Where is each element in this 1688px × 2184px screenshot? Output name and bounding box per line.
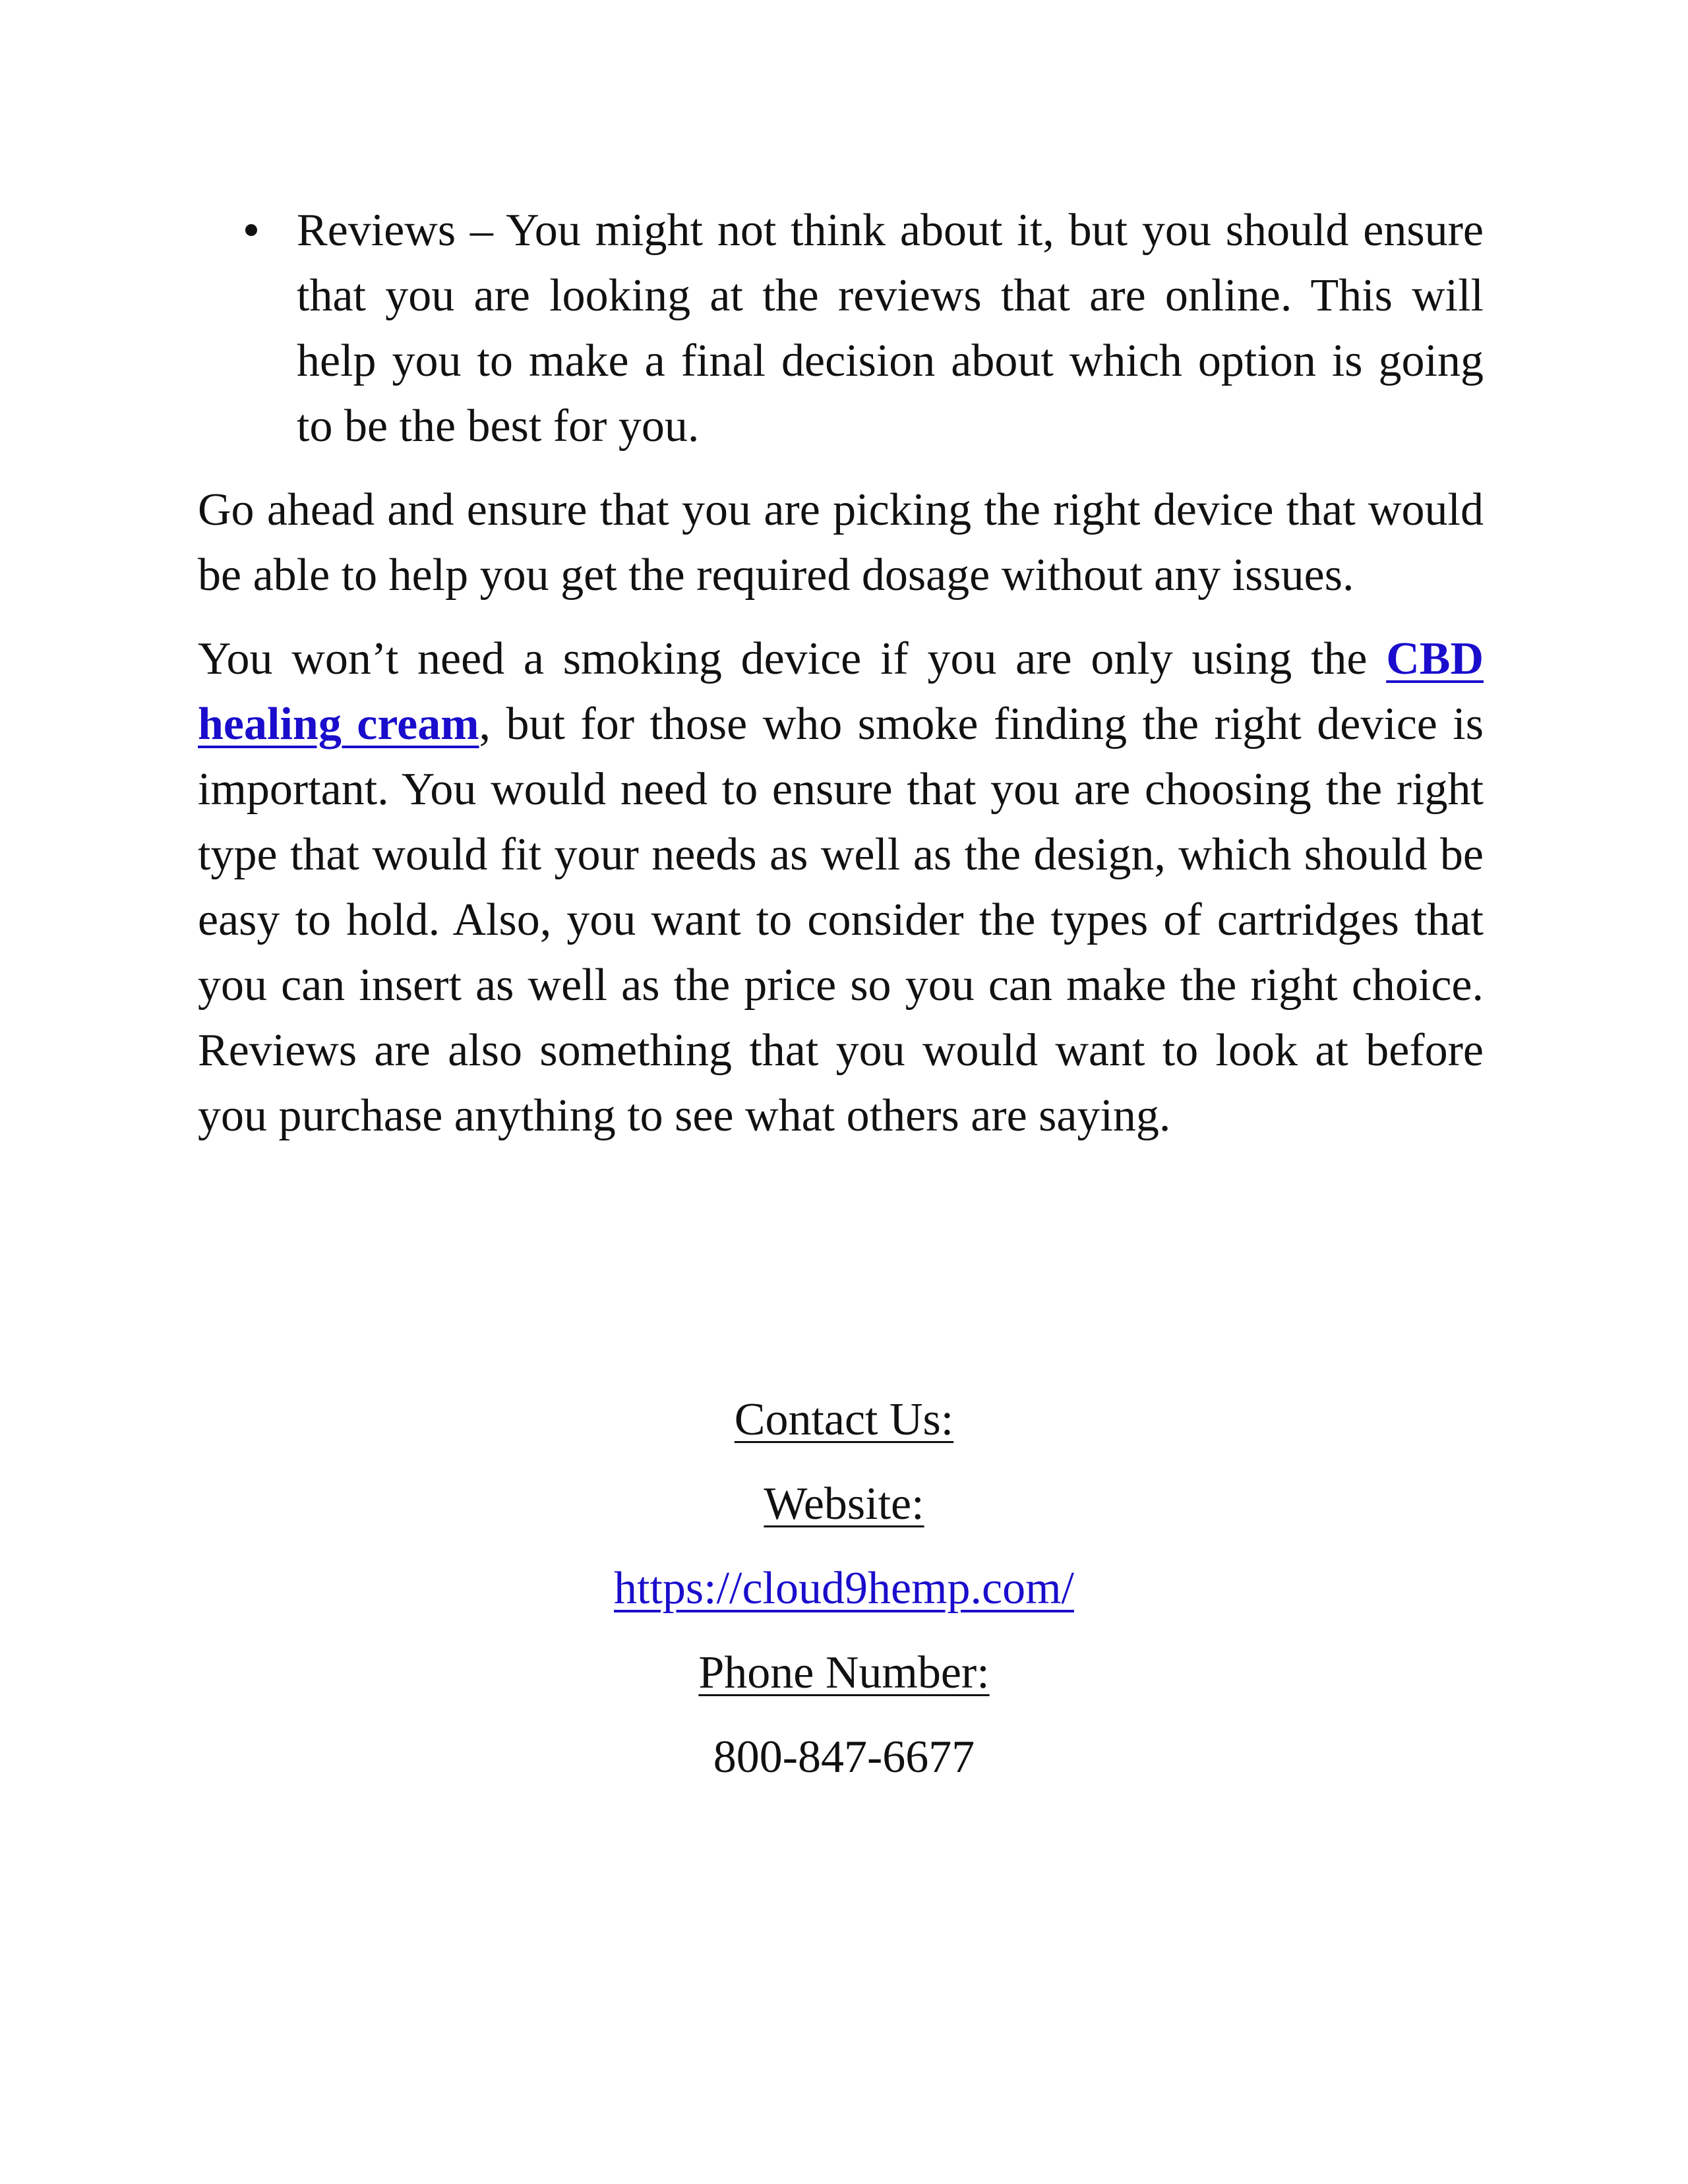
contact-heading: Contact Us: — [734, 1394, 954, 1445]
phone-number: 800-847-6677 — [713, 1732, 975, 1783]
phone-label-line — [0, 1631, 1688, 1715]
contact-heading-line — [0, 1378, 1688, 1462]
bullet-list — [198, 198, 1484, 459]
website-url-line — [0, 1547, 1688, 1631]
website-link[interactable]: https://cloud9hemp.com/ — [614, 1563, 1074, 1614]
document-page — [198, 198, 1484, 1167]
phone-number-line — [0, 1715, 1688, 1800]
paragraph-smoking-device — [198, 626, 1484, 1148]
website-label-line — [0, 1462, 1688, 1547]
bullet-point-icon — [245, 224, 257, 236]
phone-label: Phone Number: — [698, 1647, 990, 1698]
cbd-healing-cream-link[interactable]: CBD healing cream — [198, 634, 1484, 750]
paragraph-text-after-link: , but for those who smoke finding the right device is important. You would need to ensure that you are choosing the right type that would fit your needs as well as the design, which should be easy to hold. Also, you want to consider the types of cartridges that you can insert as well as the price so you can make the right choice. Reviews are also something that you would want to look at before you purchase anything to see what others are saying. — [198, 699, 1484, 1141]
bullet-text: Reviews – You might not think about it, but you should ensure that you are looking at the reviews that are online. This will help you to make a final decision about which option is going to be the best for you. — [297, 205, 1484, 452]
paragraph-dosage: Go ahead and ensure that you are picking the right device that would be able to help you get the required dosage without any issues. — [198, 485, 1484, 601]
paragraph-text-before-link: You won’t need a smoking device if you are only using the — [198, 634, 1387, 684]
bullet-item-reviews — [198, 198, 1484, 459]
website-label: Website: — [764, 1479, 924, 1529]
contact-section — [0, 1378, 1688, 1800]
